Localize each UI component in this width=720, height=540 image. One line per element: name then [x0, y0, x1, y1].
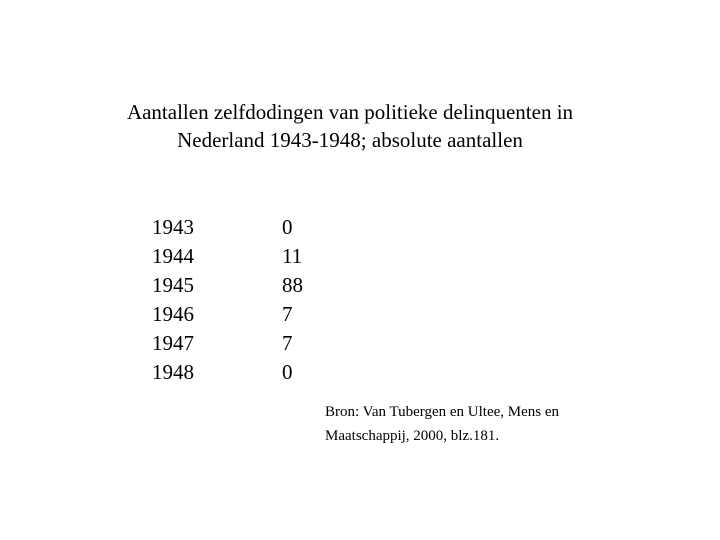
table-row: [152, 271, 342, 300]
table-row: [152, 329, 342, 358]
count-cell: 88: [282, 273, 303, 297]
title-line-2: Nederland 1943-1948; absolute aantallen: [177, 128, 523, 152]
count-cell: 0: [282, 215, 293, 239]
year-cell: 1944: [152, 244, 194, 268]
year-cell: 1946: [152, 302, 194, 326]
table-row: [152, 213, 342, 242]
year-cell: 1943: [152, 215, 194, 239]
year-cell: 1948: [152, 360, 194, 384]
year-cell: 1945: [152, 273, 194, 297]
table-row: [152, 242, 342, 271]
suicide-count-table: [152, 213, 342, 387]
count-cell: 0: [282, 360, 293, 384]
slide-title: [60, 98, 640, 154]
source-line-1: Bron: Van Tubergen en Ultee, Mens en: [325, 404, 560, 420]
title-line-1: Aantallen zelfdodingen van politieke delinquenten in: [126, 100, 574, 124]
table-row: [152, 358, 342, 387]
count-cell: 7: [282, 302, 293, 326]
source-note: [325, 400, 645, 448]
source-line-2: Maatschappij, 2000, blz.181.: [325, 428, 500, 444]
count-cell: 7: [282, 331, 293, 355]
table-row: [152, 300, 342, 329]
year-cell: 1947: [152, 331, 194, 355]
count-cell: 11: [282, 244, 303, 268]
